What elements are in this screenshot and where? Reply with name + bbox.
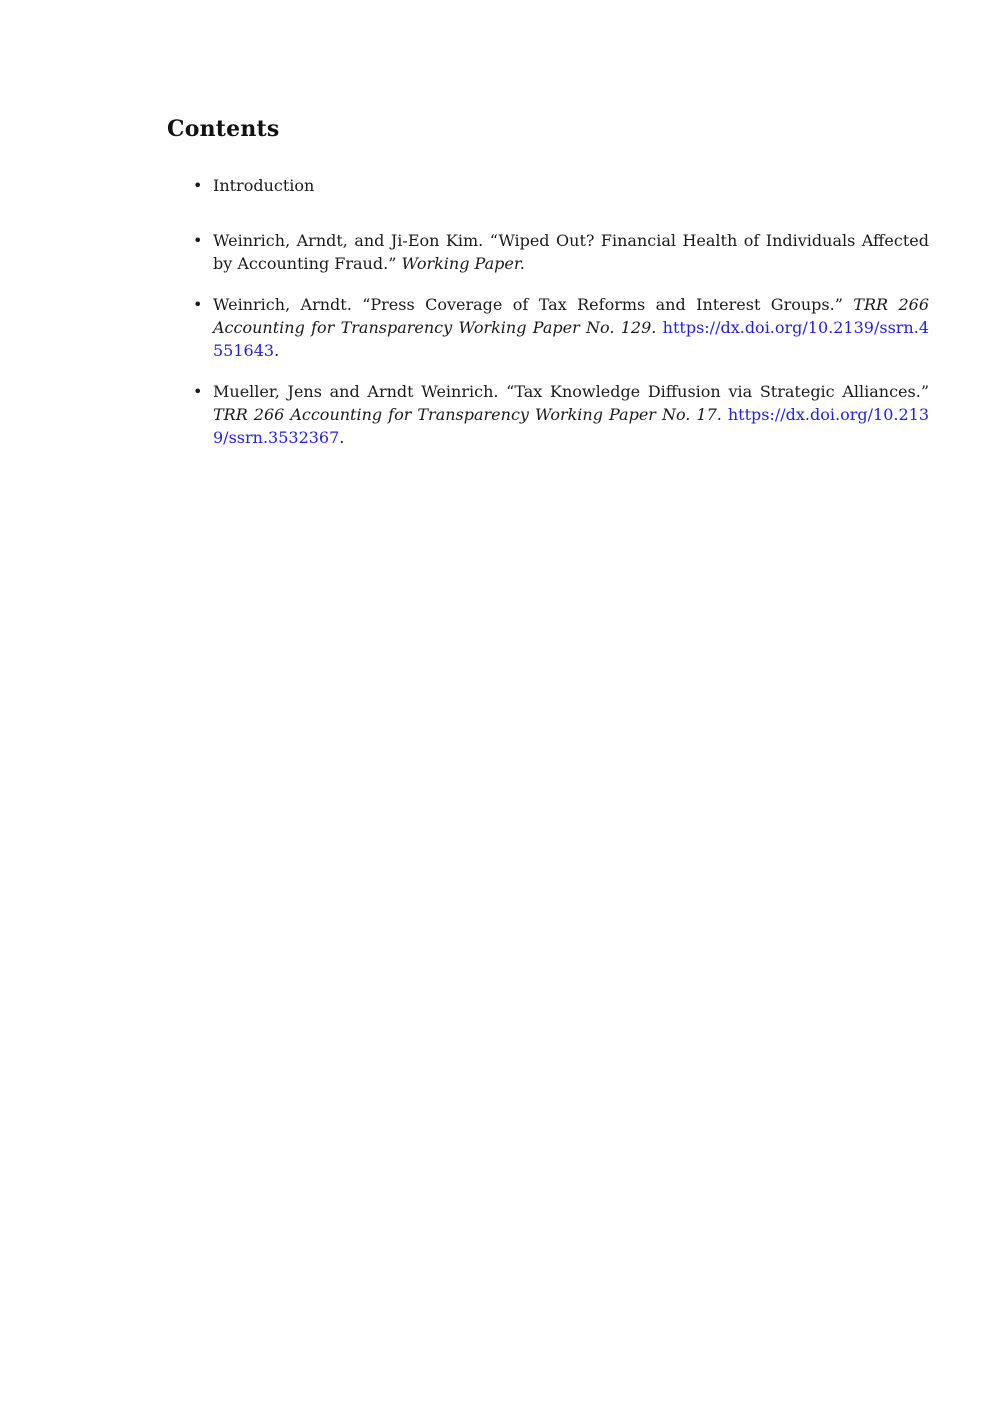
reference-venue: TRR 266 Accounting for Transparency Working Paper No. 129. [213,295,930,337]
bullet-icon: • [193,176,203,195]
list-item-introduction[interactable] [167,174,929,197]
reference-text: Weinrich, Arndt, and Ji-Eon Kim. “Wiped Out? Financial Health of Individuals Affected by Accounting Fraud.” [213,231,929,273]
reference-tail: . [339,428,345,447]
reference-venue: TRR 266 Accounting for Transparency Working Paper No. 17. [213,405,722,424]
item-title: Introduction [213,176,315,195]
bullet-icon: • [193,295,203,314]
reference-text: Mueller, Jens and Arndt Weinrich. “Tax Knowledge Diffusion via Strategic Alliances.” [213,382,929,401]
bullet-icon: • [193,382,203,401]
list-item-reference [167,229,929,275]
doi-link[interactable]: https://dx.doi.org/10.2139/ssrn.4551643 [213,318,929,360]
contents-page [167,112,929,449]
contents-list [167,174,929,449]
list-item-reference [167,380,929,449]
contents-heading: Contents [167,116,280,142]
reference-tail: . [274,341,280,360]
doi-link[interactable]: https://dx.doi.org/10.2139/ssrn.3532367 [213,405,929,447]
list-item-reference [167,293,929,362]
reference-venue: Working Paper. [401,254,525,273]
bullet-icon: • [193,231,203,250]
reference-text: Weinrich, Arndt. “Press Coverage of Tax Reforms and Interest Groups.” [213,295,854,314]
